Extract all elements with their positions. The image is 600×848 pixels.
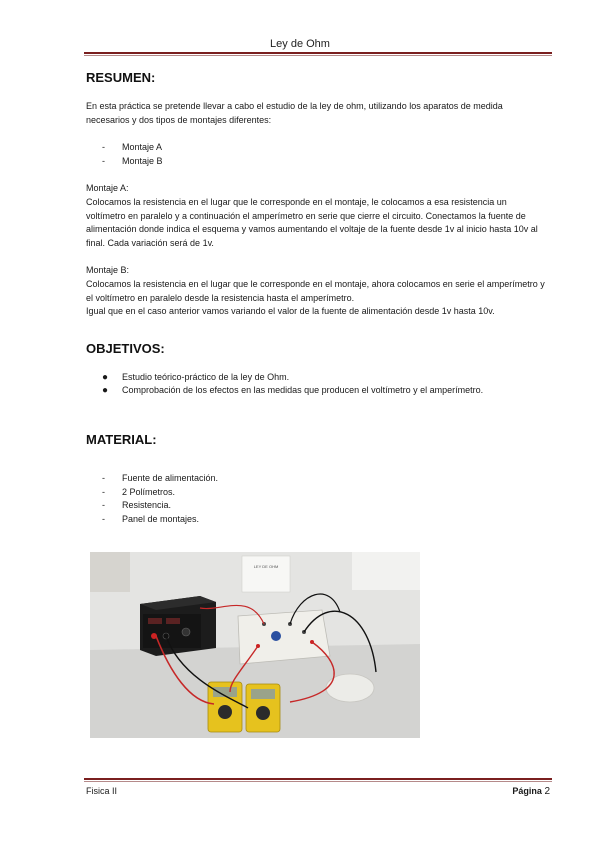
page-header-title: Ley de Ohm <box>270 38 330 50</box>
list-item: ● Comprobación de los efectos en las medidas que producen el voltímetro y el amperímetro. <box>102 385 484 397</box>
montaje-b-text-2: Igual que en el caso anterior vamos variando el valor de la fuente de alimentación desde 1v hasta 10v. <box>86 306 495 317</box>
list-item: - Montaje A <box>102 142 163 153</box>
lab-setup-photo <box>90 552 420 738</box>
montaje-a-text: Colocamos la resistencia en el lugar que le corresponde en el montaje, le colocamos a esa resistencia un voltímetro en paralelo y a continuación el amperímetro en serie que cierre el circuito. Conectamos la fuente de alimentación donde indica el esquema y vamos aumentando el voltaje de la fuente desde 1v al inicio hasta 10v al final. Cada variación será de 1v. <box>86 196 538 248</box>
page-label: Página <box>512 786 542 796</box>
section-heading-objetivos: OBJETIVOS: <box>86 340 165 356</box>
objetivos-list <box>86 371 548 398</box>
list-item: - 2 Polímetros. <box>102 486 176 497</box>
section-heading-resumen: RESUMEN: <box>86 70 156 85</box>
resumen-intro: En esta práctica se pretende llevar a cabo el estudio de la ley de ohm, utilizando los aparatos de medida necesarios y dos tipos de montajes diferentes: <box>86 101 503 125</box>
footer-rule <box>84 778 552 780</box>
list-item: - Montaje B <box>102 155 163 166</box>
montaje-b-text: Colocamos la resistencia en el lugar que le corresponde en el montaje, ahora colocamos en serie el amperímetro y el voltímetro en paralelo desde la resistencia hasta el amperímetro. <box>86 278 545 303</box>
section-heading-material: MATERIAL: <box>86 431 157 447</box>
svg-text:LEY DE OHM: LEY DE OHM <box>253 564 279 569</box>
montaje-list <box>86 141 548 168</box>
page-number: 2 <box>544 786 550 797</box>
montaje-b-title: Montaje B: <box>86 265 130 276</box>
list-item: - Panel de montajes. <box>102 513 200 524</box>
footer-course: Fisica II <box>86 786 118 796</box>
document-body <box>86 70 548 526</box>
list-item: ● Estudio teórico-práctico de la ley de Ohm. <box>102 371 290 383</box>
list-item: - Resistencia. <box>102 500 172 511</box>
material-list <box>86 472 548 526</box>
header-rule-thin <box>84 55 552 56</box>
footer-page <box>512 786 550 797</box>
montaje-a-title: Montaje A: <box>86 183 129 194</box>
footer-rule-thin <box>84 781 552 782</box>
list-item: - Fuente de alimentación. <box>102 472 219 483</box>
header-rule <box>84 52 552 54</box>
